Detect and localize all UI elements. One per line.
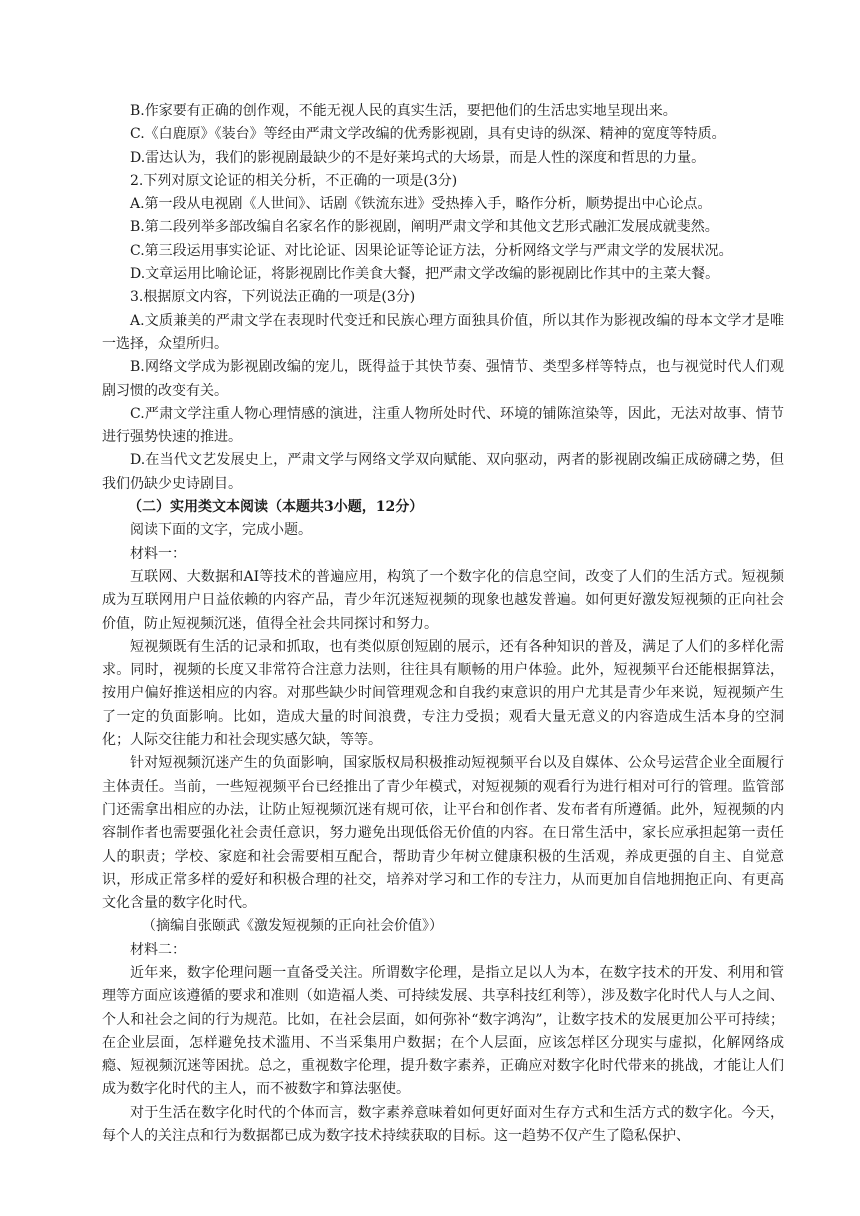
q1-option-b: B.作家要有正确的创作观，不能无视人民的真实生活，要把他们的生活忠实地呈现出来。 [130,103,677,119]
q3-stem: 3.根据原文内容，下列说法正确的一项是(3分) [130,289,416,306]
section-instruction: 阅读下面的文字，完成小题。 [130,522,312,539]
question-3 [102,286,784,496]
material-2-paragraph: 近年来，数字伦理问题一直备受关注。所谓数字伦理，是指立足以人为本，在数字技术的开发、利用和管理等方面应该遵循的要求和准则（如造福人类、可持续发展、共享科技红利等），涉及数字化时代人与人之间、个人和社会之间的行为规范。比如，在社会层面，如何弥补“数字鸿沟”，让数字技术的发展更加公平可持续；在企业层面，怎样避免技术滥用、不当采集用户数据；在个人层面，应该怎样区分现实与虚拟，化解网络成瘾、短视频沉迷等困扰。总之，重视数字伦理，提升数字素养，正确应对数字化时代带来的挑战，才能让人们成为数字化时代的主人，而不被数字和算法驱使。 [102,964,784,1098]
q2-stem: 2.下列对原文论证的相关分析，不正确的一项是(3分) [130,172,458,189]
q2-option-a: A.第一段从电视剧《人世间》、话剧《铁流东进》受热捧入手，略作分析，顺势提出中心论点。 [130,196,712,213]
material-1-paragraph: 针对短视频沉迷产生的负面影响，国家版权局积极推动短视频平台以及自媒体、公众号运营企业全面履行主体责任。当前，一些短视频平台已经推出了青少年模式，对短视频的观看行为进行相对可行的管理。监管部门还需拿出相应的办法，让防止短视频沉迷有规可依，让平台和创作者、发布者有所遵循。此外，短视频的内容制作者也需要强化社会责任意识，努力避免出现低俗无价值的内容。在日常生活中，家长应承担起第一责任人的职责；学校、家庭和社会需要相互配合，帮助青少年树立健康积极的生活观，养成更强的自主、自觉意识，形成正常多样的爱好和积极合理的社交，培养对学习和工作的专注力，从而更加自信地拥抱正向、有更高文化含量的数字化时代。 [102,755,784,912]
q3-option-c: C.严肃文学注重人物心理情感的演进，注重人物所处时代、环境的铺陈渲染等，因此，无法对故事、情节进行强势快速的推进。 [102,405,784,446]
section-practical-reading [102,496,784,1148]
question-2 [116,170,784,286]
material-1-paragraph: 互联网、大数据和AI等技术的普遍应用，构筑了一个数字化的信息空间，改变了人们的生活方式。短视频成为互联网用户日益依赖的内容产品，青少年沉迷短视频的现象也越发普遍。如何更好激发短视频的正向社会价值，防止短视频沉迷，值得全社会共同探讨和努力。 [102,568,784,632]
q2-option-d: D.文章运用比喻论证，将影视剧比作美食大餐，把严肃文学改编的影视剧比作其中的主菜大餐。 [130,266,720,283]
material-1-label: 材料一： [130,545,186,562]
q3-option-d: D.在当代文艺发展史上，严肃文学与网络文学双向赋能、双向驱动，两者的影视剧改编正成磅礴之势，但我们仍缺少史诗剧目。 [102,452,784,492]
q1-option-d: D.雷达认为，我们的影视剧最缺少的不是好莱坞式的大场景，而是人性的深度和哲思的力量。 [130,149,706,166]
material-2-label: 材料二： [130,941,186,958]
material-1-source: （摘编自张颐武《激发短视频的正向社会价值》） [142,918,443,935]
q3-option-b: B.网络文学成为影视剧改编的宠儿，既得益于其快节奏、强情节、类型多样等特点，也与视觉时代人们观剧习惯的改变有关。 [102,359,784,399]
question-1-options [116,100,784,170]
material-2-paragraph: 对于生活在数字化时代的个体而言，数字素养意味着如何更好面对生存方式和生活方式的数字化。今天，每个人的关注点和行为数据都已成为数字技术持续获取的目标。这一趋势不仅产生了隐私保护、 [102,1104,784,1145]
q2-option-c: C.第三段运用事实论证、对比论证、因果论证等论证方法，分析网络文学与严肃文学的发展状况。 [130,242,733,259]
section-heading: （二）实用类文本阅读（本题共3小题，12分） [128,499,424,516]
material-1-paragraph: 短视频既有生活的记录和抓取，也有类似原创短剧的展示，还有各种知识的普及，满足了人们的多样化需求。同时，视频的长度又非常符合注意力法则，往往具有顺畅的用户体验。此外，短视频平台还能根据算法，按用户偏好推送相应的内容。对那些缺少时间管理观念和自我约束意识的用户尤其是青少年来说，短视频产生了一定的负面影响。比如，造成大量的时间浪费，专注力受损；观看大量无意义的内容造成生活本身的空洞化；人际交往能力和社会现实感欠缺，等等。 [102,638,784,749]
q2-option-b: B.第二段列举多部改编自名家名作的影视剧，阐明严肃文学和其他文艺形式融汇发展成就斐然。 [130,219,719,236]
q3-option-a: A.文质兼美的严肃文学在表现时代变迁和民族心理方面独具价值，所以其作为影视改编的母本文学才是唯一选择，众望所归。 [102,312,784,352]
q1-option-c: C.《白鹿原》《装台》等经由严肃文学改编的优秀影视剧，具有史诗的纵深、精神的宽度等特质。 [130,126,726,143]
